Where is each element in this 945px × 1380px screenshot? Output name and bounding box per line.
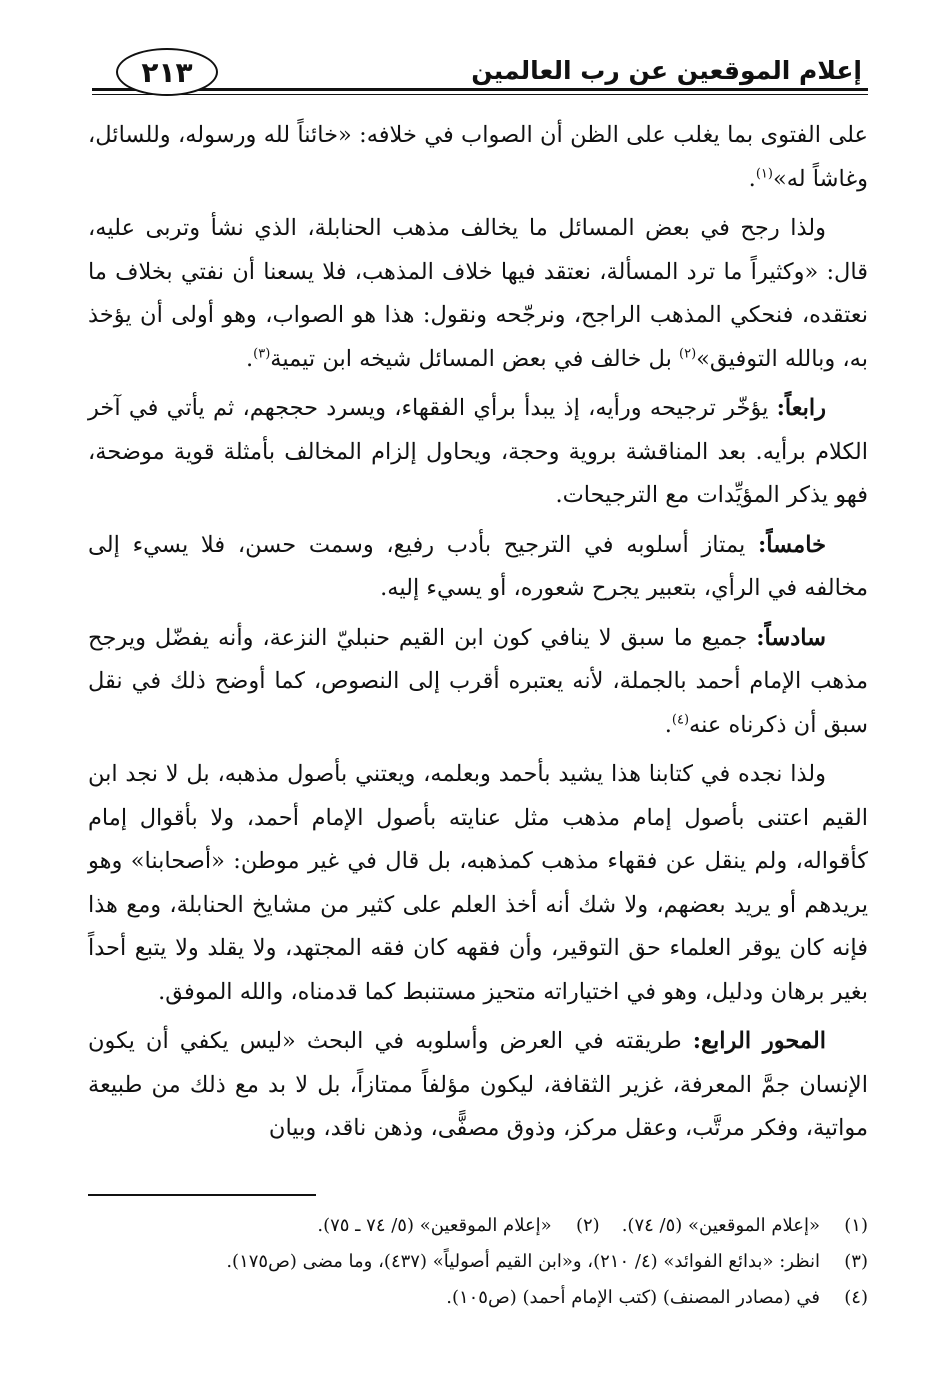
footnote-number: (٢) bbox=[575, 1215, 600, 1236]
paragraph-text: يمتاز أسلوبه في الترجيح بأدب رفيع، وسمت حسن، فلا يسيء إلى مخالفه في الرأي، بتعبير يجرح شعوره، أو يسيء إليه. bbox=[88, 531, 868, 601]
footnote-text: «إعلام الموقعين» (٥/ ٧٤ ـ ٧٥). bbox=[317, 1215, 552, 1236]
paragraph-7 bbox=[88, 1020, 868, 1151]
footnote-ref: (٤) bbox=[671, 712, 690, 727]
paragraph-text: ولذا نجده في كتابنا هذا يشيد بأحمد وبعلمه، ويعتني بأصول مذهبه، بل لا نجد ابن القيم اعتنى بأصول إمام مذهب مثل عنايته بأصول الإمام أحمد، ولا بأقوال إمام كأقواله، ولم ينقل عن فقهاء مذهب كمذهبه، بل قال في غير موطن: «أصحابنا» وهو يريدهم أو يريد بعضهم، ولا شك أنه أخذ العلم على كثير من مشايخ الحنابلة، ومع هذا فإنه كان يوقر العلماء حق التوقير، وأن فقهه كان فقه المجتهد، ولا يقلد ولا يتبع أحداً بغير برهان ودليل، وهو في اختياراته متحيز مستنبط كما قدمناه، والله الموفق. bbox=[88, 761, 868, 1005]
footnote-1 bbox=[622, 1208, 868, 1244]
paragraph-tail: . bbox=[748, 165, 756, 192]
footnote-text: في (مصادر المصنف) (كتب الإمام أحمد) (ص١٠٥). bbox=[446, 1287, 820, 1308]
footnote-number: (١) bbox=[844, 1215, 868, 1236]
paragraph-tail: . bbox=[245, 345, 254, 372]
paragraph-lead: خامساً: bbox=[757, 531, 826, 558]
footnote-row bbox=[88, 1208, 868, 1244]
paragraph-4 bbox=[88, 524, 868, 611]
footnote-2 bbox=[317, 1208, 599, 1244]
footnote-ref: (٣) bbox=[253, 346, 271, 361]
paragraph-3 bbox=[88, 387, 868, 518]
footnote-row bbox=[88, 1244, 868, 1280]
paragraph-text: ولذا رجح في بعض المسائل ما يخالف مذهب الحنابلة، الذي نشأ وتربى عليه، قال: «وكثيراً ما ترد المسألة، نعتقد فيها خلاف المذهب، فلا يسعنا أن نفتي بخلاف ما نعتقده، فنحكي المذهب الراجح، ونرجّحه ونقول: هذا هو الصواب، وهو أولى أن يؤخذ به، وبالله التوفيق» bbox=[88, 215, 868, 372]
paragraph-lead: سادساً: bbox=[756, 624, 826, 651]
body-text bbox=[88, 114, 868, 1157]
paragraph-2 bbox=[88, 207, 868, 381]
footnote-row bbox=[88, 1280, 868, 1316]
paragraph-text: على الفتوى بما يغلب على الظن أن الصواب في خلافه: «خائناً لله ورسوله، وللسائل، وغاشاً له» bbox=[88, 122, 868, 192]
footnote-number: (٣) bbox=[844, 1251, 868, 1272]
header-rule-thin bbox=[92, 94, 868, 95]
footnote-3 bbox=[226, 1244, 868, 1280]
footnotes bbox=[88, 1208, 868, 1316]
header-rule-thick bbox=[92, 88, 868, 91]
footnote-number: (٤) bbox=[844, 1287, 868, 1308]
footnote-4 bbox=[446, 1280, 868, 1316]
footnote-text: انظر: «بدائع الفوائد» (٤/ ٢١٠)، و«ابن القيم أصولياً» (٤٣٧)، وما مضى (ص١٧٥). bbox=[226, 1251, 820, 1272]
footnote-text: «إعلام الموقعين» (٥/ ٧٤). bbox=[621, 1215, 820, 1236]
page-number: ٢١٣ bbox=[141, 55, 193, 89]
page-number-frame bbox=[116, 48, 218, 96]
footnote-separator bbox=[88, 1194, 316, 1196]
paragraph-text: جميع ما سبق لا ينافي كون ابن القيم حنبليّ النزعة، وأنه يفضّل ويرجح مذهب الإمام أحمد بالجملة، لأنه يعتبره أقرب إلى النصوص، كما أوضح ذلك في نقل سبق أن ذكرناه عنه bbox=[88, 624, 868, 738]
page-header bbox=[88, 38, 868, 98]
paragraph-tail: بل خالف في بعض المسائل شيخه ابن تيمية bbox=[270, 345, 680, 372]
book-page bbox=[88, 38, 868, 1358]
paragraph-6 bbox=[88, 753, 868, 1014]
paragraph-lead: المحور الرابع: bbox=[692, 1028, 826, 1054]
paragraph-tail: . bbox=[664, 711, 672, 738]
paragraph-text: يؤخّر ترجيحه ورأيه، إذ يبدأ برأي الفقهاء، ويسرد حججهم، ثم يأتي في آخر الكلام برأيه. بعد المناقشة بروية وحجة، ويحاول إلزام المخالف بأمثلة قوية موضحة، فهو يذكر المؤيِّدات مع الترجيحات. bbox=[88, 395, 868, 508]
running-title: إعلام الموقعين عن رب العالمين bbox=[471, 56, 862, 85]
paragraph-5 bbox=[88, 617, 868, 748]
paragraph-1 bbox=[88, 114, 868, 201]
paragraph-lead: رابعاً: bbox=[776, 395, 826, 421]
footnote-ref: (١) bbox=[755, 166, 773, 181]
paragraph-text: طريقته في العرض وأسلوبه في البحث «ليس يكفي أن يكون الإنسان جمَّ المعرفة، غزير الثقافة، ليكون مؤلفاً ممتازاً، بل لا بد مع ذلك من طبيعة مواتية، وفكر مرتَّب، وعقل مركز، وذوق مصفًّى، وذهن ناقد، وبيان bbox=[88, 1028, 868, 1141]
footnote-ref: (٢) bbox=[679, 346, 697, 361]
